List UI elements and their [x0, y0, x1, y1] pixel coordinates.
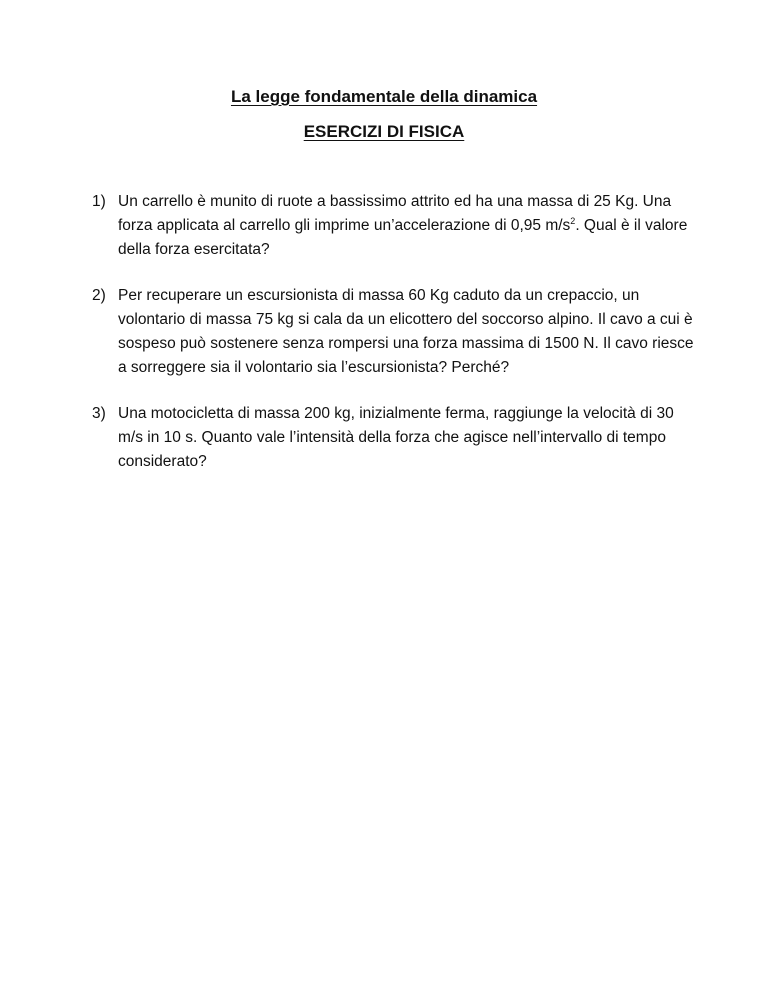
document-subtitle: ESERCIZI DI FISICA — [303, 122, 465, 141]
exercise-text-part: Un carrello è munito di ruote a bassissimo attrito ed ha una massa di 25 Kg. Una forza applicata al carrello gli imprime un’accelerazione di 0,95 m/s — [118, 193, 672, 234]
exercise-text — [118, 190, 702, 262]
exercise-item-1 — [92, 190, 702, 262]
exercise-superscript: 2 — [570, 216, 576, 226]
exercise-number: 1) — [92, 193, 106, 210]
exercise-item-2 — [92, 284, 702, 380]
exercise-number: 2) — [92, 287, 106, 304]
exercise-list — [92, 190, 702, 496]
exercise-text-part: . Qual è il valore della forza esercitata? — [118, 217, 688, 258]
exercise-number: 3) — [92, 405, 106, 422]
document-title: La legge fondamentale della dinamica — [230, 87, 538, 106]
exercise-text: Per recuperare un escursionista di massa 60 Kg caduto da un crepaccio, un volontario di massa 75 kg si cala da un elicottero del soccorso alpino. Il cavo a cui è sospeso può sostenere senza rompersi una forza massima di 1500 N. Il cavo riesce a sorreggere sia il volontario sia l’escursionista? Perché? — [118, 287, 694, 376]
exercise-item-3 — [92, 402, 702, 474]
exercise-text: Una motocicletta di massa 200 kg, inizialmente ferma, raggiunge la velocità di 30 m/s in 10 s. Quanto vale l’intensità della forza che agisce nell’intervallo di tempo considerato? — [118, 405, 674, 470]
